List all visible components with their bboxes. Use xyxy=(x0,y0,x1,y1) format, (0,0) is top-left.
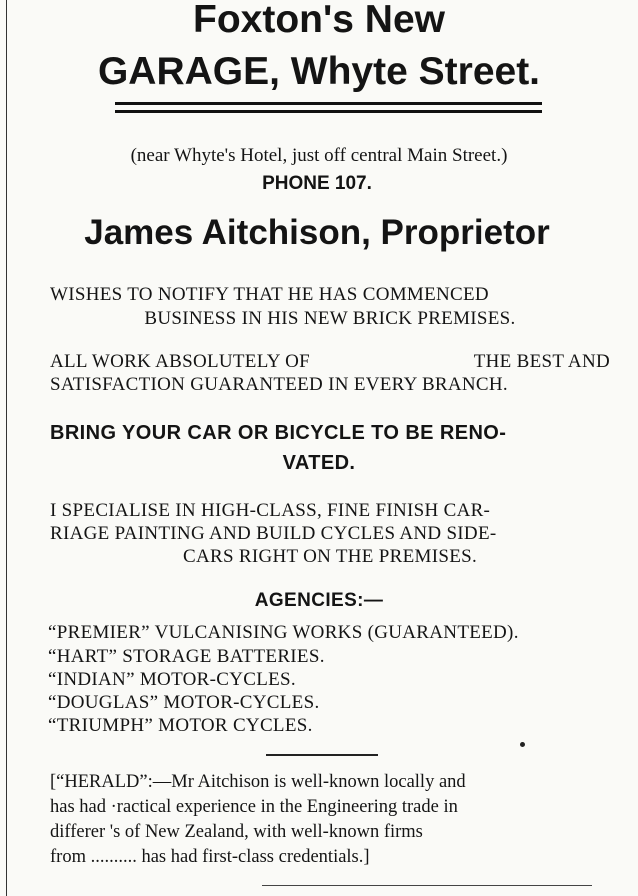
work-line-1 xyxy=(50,351,610,373)
agency-hart: “HART” STORAGE BATTERIES. xyxy=(48,646,325,667)
agency-douglas: “DOUGLAS” MOTOR-CYCLES. xyxy=(48,692,320,713)
herald-line-3: differer 's of New Zealand, with well-known firms xyxy=(50,822,423,842)
agencies-heading: AGENCIES:— xyxy=(254,590,384,611)
notify-line-2: BUSINESS IN HIS NEW BRICK PREMISES. xyxy=(144,308,516,329)
title-line-2: GARAGE, Whyte Street. xyxy=(97,50,541,93)
double-rule-top xyxy=(115,102,542,105)
proprietor-name: James Aitchison, Proprietor xyxy=(84,213,550,252)
herald-line-1: [“HERALD”:—Mr Aitchison is well-known locally and xyxy=(50,772,466,792)
work-line-1-part-a: ALL WORK ABSOLUTELY OF xyxy=(50,351,310,372)
herald-line-4: from .......... has had first-class credentials.] xyxy=(50,847,370,867)
title-line-1: Foxton's New xyxy=(193,0,445,41)
notify-line-1-text: WISHES TO NOTIFY THAT HE HAS COMMENCED xyxy=(50,284,489,305)
bottom-rule xyxy=(262,885,592,886)
agency-triumph: “TRIUMPH” MOTOR CYCLES. xyxy=(48,715,313,736)
double-rule-bottom xyxy=(115,110,542,113)
bring-line-2: VATED. xyxy=(282,452,356,474)
specialise-line-3: CARS RIGHT ON THE PREMISES. xyxy=(182,546,478,567)
location-note: (near Whyte's Hotel, just off central Main Street.) xyxy=(130,145,508,166)
work-line-1-part-b: THE BEST AND xyxy=(473,351,610,372)
agency-indian: “INDIAN” MOTOR-CYCLES. xyxy=(48,669,296,690)
bring-line-1: BRING YOUR CAR OR BICYCLE TO BE RENO- xyxy=(50,422,507,444)
ink-speck xyxy=(520,742,525,747)
herald-line-2: has had ·ractical experience in the Engineering trade in xyxy=(50,797,458,817)
specialise-line-2: RIAGE PAINTING AND BUILD CYCLES AND SIDE- xyxy=(50,523,497,544)
notify-line-1 xyxy=(50,284,610,306)
section-divider xyxy=(266,754,378,756)
work-line-2: SATISFACTION GUARANTEED IN EVERY BRANCH. xyxy=(50,374,508,395)
agency-premier: “PREMIER” VULCANISING WORKS (GUARANTEED). xyxy=(48,622,519,643)
phone-number: PHONE 107. xyxy=(262,173,372,194)
specialise-line-1: I SPECIALISE IN HIGH-CLASS, FINE FINISH CAR- xyxy=(50,500,491,521)
